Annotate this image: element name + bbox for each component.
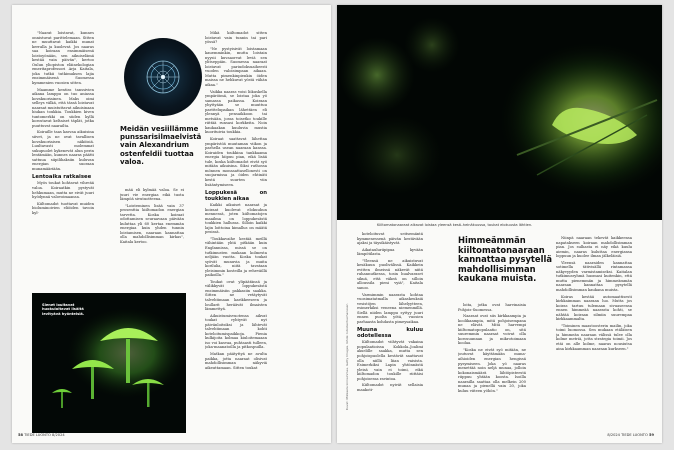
paragraph: Naaraat ovat siis kirkkaampia ja koolikaampia, mitä pohjoisempana ne elävät. Mitä harvempi kiiltomatopopulaatio on, sitä suuremmin naaraat voivat olla korosuunnan ja mikrotoimaan koolaa. — [458, 314, 526, 346]
left-col3-paragraphs — [205, 31, 267, 187]
paragraph: "Toukkavaihe kestää meillä vähintään yhtä pitkään kuin Englannissa, missä se on tutkimusten mukaan kolmesta neljään vuotta. Koska toukat syövät munuvia ja muita korilulia, niitä tavataan yleisimmin kosteilla ja reheväillä paikoilla." — [205, 236, 267, 278]
right-col1-paragraphs-2 — [357, 340, 423, 392]
glowworm-photo — [337, 5, 662, 220]
left-folio-text: TIEDE LUONTO 8/2024 — [24, 433, 65, 437]
right-folio — [607, 433, 654, 437]
photo-caption: Kiiltomatonaaraat alkavat loistaa yleensä kesä–heinäkuussa, toukat elokuusta lähtien. — [377, 223, 533, 227]
paragraph: Koiraat saattavat lähettaa ympäristöä muutaman viikon ja parhella usean naaraan kanssa. Koiraiden toukkina tankkaama energia hiipuu pian, eikä lisää tule, koska kiiltomadot eivät syö mitään aikuisina. Siksi ruthossa mönnen monsaattasellonesti on suojarmissa ja öiden ehtinäti kestä suurten viin lisääntymiseen. — [205, 137, 267, 187]
right-col3-paragraphs — [556, 236, 632, 351]
paragraph: Kiiltomadot nyivät sellaisia maakoti- — [357, 383, 423, 392]
paragraph: mää eli kylmää valoa. Se ei juuri vie energiaa eikä tuota lämpöä sivutuotteena. — [120, 188, 184, 202]
paragraph: Kaikki aikuiset naaraat ja koiraat kuolevat elokuuhun mennessä, joten kiiltomatojen maailma on loppukesästä toukkien hallussa. Silloin kaikki lajin loittoina kimallus on määtä pesissä. — [205, 203, 267, 235]
paragraph: Niinpä naaraan tekevät kaikkeensa napatakseen koiraan mahdollisimman pian. Jos sulhasta ei näy eikä kuulu aiemin, naaras kuluttaa energiansa loppuun ja kuolee ilman jälkeläisiä. — [556, 236, 632, 259]
left-col2-paragraphs — [120, 188, 184, 245]
right-page-number: 59 — [648, 433, 654, 437]
paragraph: "Ne pystyisivät loistamaan kauemminkin, mutta loistain nyysii kuvaaorvat leviä sen ylitseppäin. Suomessa naaraat loistavat pariudoksuaiheesti vuoden valoisimpaan aikaan. Mutta pimenkinpienkin öiden maissa ne hehkuvat yöstä vähän aikaa." — [205, 46, 267, 88]
paragraph: Varmimmin naarasta kohtaa vuosimatatmalla aikaskeuksiä vesistöjen lähelyytteen, esimerkiksi veneena niemenmillä. Siellä niiden lamppu syttyy juuri ennen puolta yötä, vuosien parhaasta kohdasta pimeysaikaa. — [357, 292, 423, 324]
heading-loppukesa: Loppukesä on toukkien aikaa — [205, 190, 267, 203]
paragraph: Vaikka naaras voisi liikuskella ympäröimä, se loistaa joka yö samassa paikassa. Koiraan yhyttyään se muuttuu parittelupaikan lähettäen eli ylennyä pensaikkoon tai metsään, jossa toisetko toukille riittää runsasi korkkeita. Noin kaukaakan kuuluvia mustia kuorituivia toukkia. — [205, 89, 267, 135]
mushroom-photo — [32, 293, 186, 433]
paragraph: "Toiminen maastoosterin mailin, joka toimi luomossa. Sen mukaan etäläisen ja himmeän naaraan välissä tulee olla kolme metriä, jotta strategia toimii. Jos etäi on alle kolme, naaras nousiutsa aina kirkkaamman naaraan kurkseen." — [556, 323, 632, 351]
right-col1-paragraphs — [357, 232, 423, 324]
left-folio — [18, 433, 65, 437]
paragraph: Aikatauluriipipua kyvään lämpötilasta. — [357, 247, 423, 257]
left-column-3 — [205, 31, 267, 436]
glowworm-illustration — [337, 5, 662, 220]
right-folio-text: 8/2024 TIEDE LUONTO — [607, 433, 648, 437]
left-page-number: 58 — [18, 433, 24, 437]
paragraph: "Naarat loistavat, kunnes onnistuvat parittelemaan. Sitten ne muuttavat kaikki munat kerralla ja kuolevat. Jos naaras saa koiraan ensimmäisenä loistoyönään, sen aikuiselämä kestää vain päivän", kertoo Oulun yliopiston eläinekologian emeritaprofessori Arja Kaitala, joka tutkii tutkimuksen lajia ensimmäisenä Suomessa kymmenien vuosien sitten. — [32, 31, 94, 86]
photo-credit: Kuvat: Mikkaela Linnainmaa, Getty Images, lähde: Istockerbachanesen — [345, 303, 349, 410]
right-page — [337, 5, 662, 443]
paragraph: Koiraille taas kasvaa aikuisina siivet, ja ne ovat tavallisen kovakuoriaisen näköisiä. Luultavasti molemmat sukupuolet kykenevät alun perin lentämään, kunnes naaras päätti sattuua siipilihaksiin kuluvan energian suoraan munamääriään. — [32, 130, 94, 171]
paragraph: Kiiltomadot tuottavat muiden bioluminoivien eliöiden tavoin kyl- — [32, 201, 94, 215]
paragraph: koteloituvat seitsemäntä kymmenessenä päivän kestävään ajaksi ja täysikäistyvät. — [357, 232, 423, 246]
paragraph: "Yleensä ne aikuistuvat kesäkuun puolivälissä. Kaikkein evitten ilmeissä näkevät niitä ruhannutkessa, tosin hualvaraset sikuä, että väkeä on silloin alloussila pieni vyiä", Kaitala sanoo. — [357, 258, 423, 291]
paragraph: Aikuistumisvuotensa aikvat toukat ryhtyvät nyt päivänloitsiksi ja lähtevät talvehtimaan kohti koteloitumispaikkoja. Pienia kulkijoita kolmaa kiuloitemaaan iso voi kasvaa, puhtaasti tulleen, joka-maanatoilla ja pitkospuilla. — [205, 313, 267, 350]
left-col1-paragraphs-2 — [32, 181, 94, 215]
paragraph: "Koska ne eivät syö mitään, ne joutuvat käyttämään muna-aihioiden energian hengissä pysymiseen. Joka yö naaras menettää noin neljä munaa, jolloin kokonaismäärä lähtöpisteestä riippuu yhtään koosta. Isoilla naarailla saattaa olla melkein 200 munaa ja pienellä vain 20, joka kuluu viiteen yöhön." — [458, 347, 526, 393]
right-col2-paragraphs — [458, 303, 526, 393]
right-column-2 — [458, 303, 526, 433]
left-col3-paragraphs-2 — [205, 203, 267, 370]
right-column-3 — [556, 236, 632, 432]
heading-muuna: Muuna kuluu odotellessa — [357, 327, 423, 340]
paragraph: Toukat ovat ylipäätänsä ja välikkyvät loppukesästä ensimmäisiin pakkasiin saakka. Sitten ne vetäytyvät talvehtimaan karikkeeseen ja loullarit heräävät ilmaisten lämmettyä. — [205, 279, 267, 312]
paragraph: Maamme kentiss tanssivien aikana lamppu on tuo aniassa kovakuoriainen. Maks oimi selleys välkä, että tässä loistavat naaraat muistuttavat aikuisinaan hiukan toukkia. Toukkien kiven tuntomerkki on siiden kyllä korostavat keltaiset täplät, jotka puuttuvat naarailta. — [32, 87, 94, 128]
right-column-1 — [357, 232, 423, 432]
mushroom-photo-caption: Sienet loultavat huokuloitavat lisäitä levityävä hyönteisiä. — [42, 303, 85, 316]
pull-quote: Himmeämmän kiiltomatonaaraan kannattaa pysytellä mahdollisimman kaukana muista. — [458, 235, 552, 284]
dinoflagellate-image — [124, 38, 202, 116]
dinoflagellate-illustration — [124, 38, 202, 116]
circle-caption: Meidän vesiillämme punssarisilmaelvistä vain Alexandrium ostenfeldii tuottaa valoa. — [120, 125, 202, 166]
left-column-1 — [32, 31, 94, 331]
paragraph: loita, jotka ovat harvinaisia Pohjois-Suomessa. — [458, 303, 526, 312]
paragraph: Kiiltomadot viihtyvät vakaina populaatioissa Kokkola–Joalimi akselille saakka, mutta sen pohjoispuolella kestävät saattavat olla niillä liian vaisista. Esimerkiksi Lapin yhtönnästä yleisä vain ei toimi, eikä kiiltomadon toukille riittäisi pohjoisessa ravintoa. — [357, 340, 423, 381]
left-page — [12, 5, 331, 443]
paragraph: Koiras kestää automaattisesti kirkkaimman naaraan luo. Mutta jos koiras tartuu tulemaan sivuaseensa ennen himmeää naarasta kohti, se nähtää koiraan silmiin suurempaa kirkkaammalta. — [556, 294, 632, 322]
left-col1-paragraphs — [32, 31, 94, 171]
paragraph: Yleensä naaraiden kannattaa sotimella tätivisällä rintamansa näkyvyyden varmistamiseksi. Kaitalan tutkimusryhmä huomasi kuitenkin, että mutta pienemmän ja himmeämmän naaraan kannattaa pysytellä mahdollisimman kaukana muista. — [556, 260, 632, 293]
left-column-2 — [120, 188, 184, 288]
paragraph: Matkan päätyttyä ne avulta paikka, jotta naaraat olisivat mahdollisimman näkyviä aikeuttamaan. Sitten toukat — [205, 352, 267, 370]
paragraph: "Loisteminen lisää vain 37 prosenttia kiiltomadon energian tarvetta. Koska koiraat odottamisen seuraavaan päivään kuluttaa yli 60 kertaa enemmän energiaa kuin yhden tunnin loistamisen, naaraan kannattaa olla mahdollisimman kirkas", Kaitala kertoo. — [120, 203, 184, 245]
paragraph: Myös toukat hohtavat vihreää valoa. Koiraatkin pystyvät hehkumaan, mutta ne eivät juuri hyödynnä valovoimaansa. — [32, 181, 94, 200]
paragraph: Mikä kiiltomadot sitten loistavat vain tunnin tai pari yössä? — [205, 31, 267, 45]
heading-lentoaika: Lentoaika ratkaisee — [32, 174, 92, 181]
